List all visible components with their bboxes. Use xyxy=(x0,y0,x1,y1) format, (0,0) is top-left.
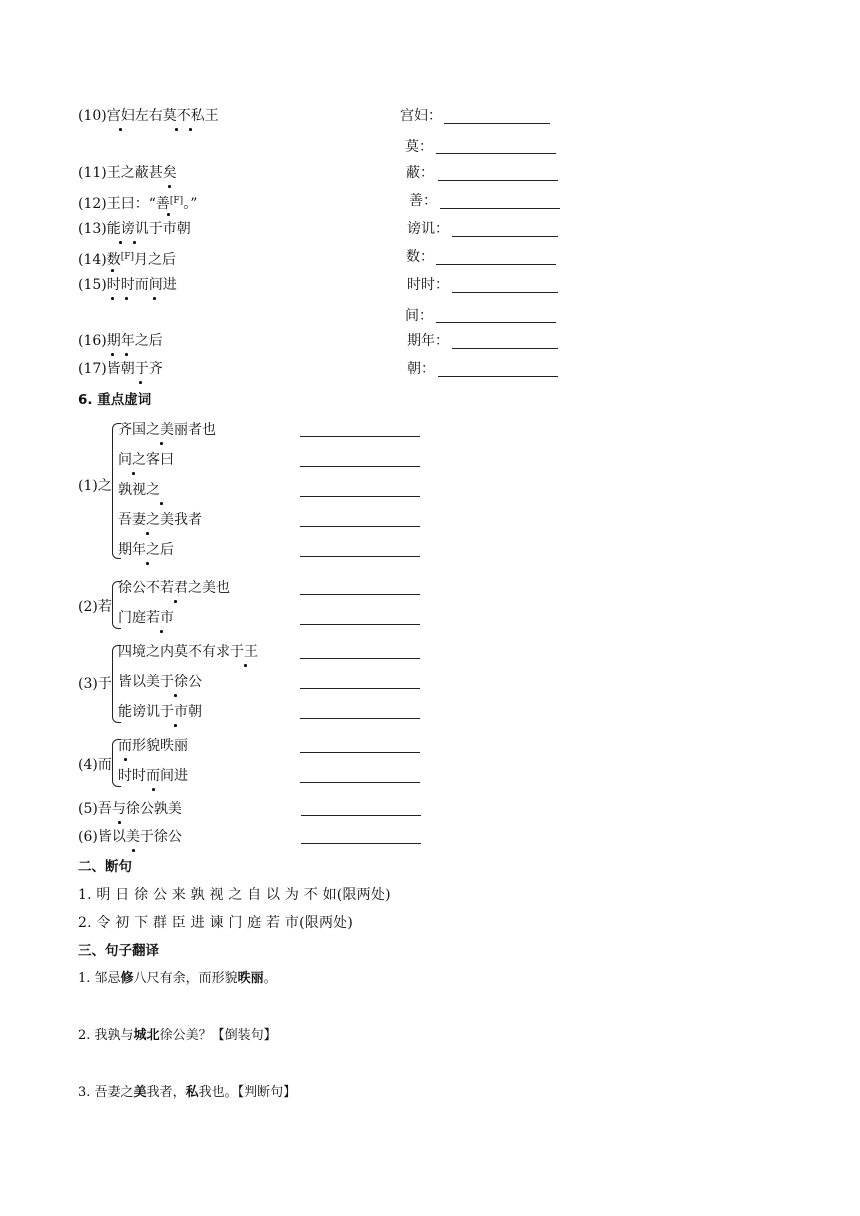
key-word: 修 xyxy=(120,971,134,986)
answer-blank[interactable] xyxy=(436,264,556,265)
word-item xyxy=(78,164,177,182)
sentence-part: 八尺有余，而形貌 xyxy=(133,971,238,986)
emphasis-dot xyxy=(111,353,114,356)
group-label: (1)之 xyxy=(78,478,112,494)
item-number: (17) xyxy=(78,361,107,377)
emphasis-dot xyxy=(125,297,128,300)
emphasis-dot xyxy=(119,241,122,244)
answer-blank[interactable] xyxy=(444,123,550,124)
emphasis-dot xyxy=(189,128,192,131)
sentence-part: 1. 邹忌 xyxy=(78,971,121,986)
term-label: 间： xyxy=(405,308,433,324)
group-label: (2)若 xyxy=(78,599,112,615)
emphasis-dot xyxy=(119,128,122,131)
term-label: 朝： xyxy=(407,361,435,377)
answer-blank[interactable] xyxy=(300,624,420,625)
example-sentence: 而形貌昳丽 xyxy=(118,738,188,754)
example-sentence: 门庭若市 xyxy=(118,610,174,626)
item-number: (14) xyxy=(78,252,107,268)
term-label: 数： xyxy=(406,249,434,265)
answer-blank[interactable] xyxy=(300,466,420,467)
emphasis-dot xyxy=(139,381,142,384)
sentence-part: 2. 我孰与 xyxy=(78,1028,134,1043)
word-item xyxy=(78,220,191,238)
emphasis-dot xyxy=(153,297,156,300)
emphasis-dot xyxy=(160,630,163,633)
answer-blank[interactable] xyxy=(301,815,421,816)
emphasis-dot xyxy=(124,758,127,761)
term-label: 宫妇： xyxy=(400,108,442,124)
emphasis-dot xyxy=(167,213,170,216)
example-sentence: 问之客曰 xyxy=(118,452,174,468)
emphasis-dot xyxy=(174,600,177,603)
sentence-part: 3. 吾妻之 xyxy=(78,1085,134,1100)
emphasis-dot xyxy=(175,128,178,131)
word-item xyxy=(78,192,197,213)
emphasis-dot xyxy=(132,472,135,475)
answer-blank[interactable] xyxy=(436,322,556,323)
example-sentence: (6)皆以美于徐公 xyxy=(78,829,182,845)
emphasis-dot xyxy=(146,562,149,565)
term-label: 期年： xyxy=(407,333,449,349)
answer-blank[interactable] xyxy=(438,180,558,181)
item-sentence: 期年之后 xyxy=(106,333,163,349)
emphasis-dot xyxy=(160,442,163,445)
emphasis-dot xyxy=(133,241,136,244)
emphasis-dot xyxy=(125,353,128,356)
item-number: (15) xyxy=(78,277,107,293)
item-sentence: 王曰：“善 xyxy=(106,196,170,212)
item-sentence: 能谤讥于市朝 xyxy=(106,221,191,237)
emphasis-dot xyxy=(111,297,114,300)
key-word: 城北 xyxy=(133,1028,160,1043)
answer-blank[interactable] xyxy=(300,782,420,783)
key-word: 美 xyxy=(133,1085,147,1100)
emphasis-dot xyxy=(174,724,177,727)
part-heading: 二、断句 xyxy=(78,859,132,875)
example-sentence: 吾妻之美我者 xyxy=(118,512,202,528)
word-item xyxy=(78,332,163,350)
answer-blank[interactable] xyxy=(300,436,420,437)
translation-item xyxy=(78,1084,296,1102)
term-label: 善： xyxy=(409,193,437,209)
item-sentence-end: 。” xyxy=(183,196,198,212)
group-label: (3)于 xyxy=(78,676,112,692)
translation-item xyxy=(78,970,277,988)
word-item xyxy=(78,107,219,125)
item-sentence: 王之蔽甚矣 xyxy=(106,165,177,181)
example-sentence: 皆以美于徐公 xyxy=(118,674,202,690)
item-sentence: 皆朝于齐 xyxy=(106,361,163,377)
sentence-part: 徐公美？【倒装句】 xyxy=(159,1028,277,1043)
emphasis-dot xyxy=(160,502,163,505)
term-label: 谤讥： xyxy=(407,221,449,237)
example-sentence: 齐国之美丽者也 xyxy=(118,422,216,438)
punctuation-item: 1. 明 日 徐 公 来 孰 视 之 自 以 为 不 如(限两处) xyxy=(78,887,391,903)
emphasis-dot xyxy=(168,185,171,188)
answer-blank[interactable] xyxy=(436,153,556,154)
sentence-part: 我也。【判断句】 xyxy=(198,1085,297,1100)
emphasis-dot xyxy=(174,694,177,697)
answer-blank[interactable] xyxy=(452,236,558,237)
item-number: (10) xyxy=(78,108,107,124)
example-sentence: 时时而间进 xyxy=(118,768,188,784)
footnote-mark: [F] xyxy=(120,252,135,262)
punctuation-item: 2. 令 初 下 群 臣 进 谏 门 庭 若 市(限两处) xyxy=(78,915,354,931)
answer-blank[interactable] xyxy=(452,348,558,349)
answer-blank[interactable] xyxy=(438,376,558,377)
answer-blank[interactable] xyxy=(300,556,420,557)
sentence-part: 。 xyxy=(263,971,277,986)
answer-blank[interactable] xyxy=(300,688,420,689)
word-item xyxy=(78,248,176,269)
emphasis-dot xyxy=(146,532,149,535)
answer-blank[interactable] xyxy=(300,658,420,659)
example-sentence: 孰视之 xyxy=(118,482,160,498)
emphasis-dot xyxy=(132,849,135,852)
answer-blank[interactable] xyxy=(452,292,558,293)
term-label: 时时： xyxy=(407,277,449,293)
example-sentence: 能谤讥于市朝 xyxy=(118,704,202,720)
answer-blank[interactable] xyxy=(440,208,560,209)
answer-blank[interactable] xyxy=(300,594,420,595)
term-label: 蔽： xyxy=(406,165,434,181)
item-sentence: 宫妇左右莫不私王 xyxy=(106,108,219,124)
group-label: (4)而 xyxy=(78,757,112,773)
example-sentence: (5)吾与徐公孰美 xyxy=(78,801,182,817)
emphasis-dot xyxy=(244,664,247,667)
answer-blank[interactable] xyxy=(300,752,420,753)
answer-blank[interactable] xyxy=(300,496,420,497)
key-word: 昳丽 xyxy=(237,971,264,986)
answer-blank[interactable] xyxy=(301,843,421,844)
item-sentence: 时时而间进 xyxy=(106,277,177,293)
emphasis-dot xyxy=(111,269,114,272)
item-number: (11) xyxy=(78,165,107,181)
example-sentence: 徐公不若君之美也 xyxy=(118,580,230,596)
word-item xyxy=(78,276,177,294)
word-item xyxy=(78,360,163,378)
emphasis-dot xyxy=(152,788,155,791)
example-sentence: 四境之内莫不有求于王 xyxy=(118,644,258,660)
answer-blank[interactable] xyxy=(300,526,420,527)
footnote-mark: [F] xyxy=(169,196,184,206)
translation-item xyxy=(78,1027,277,1045)
section-heading: 6. 重点虚词 xyxy=(78,392,152,408)
item-sentence-end: 月之后 xyxy=(134,252,177,268)
item-sentence: 数 xyxy=(106,252,121,268)
emphasis-dot xyxy=(118,821,121,824)
item-number: (16) xyxy=(78,333,107,349)
example-sentence: 期年之后 xyxy=(118,542,174,558)
sentence-part: 我者， xyxy=(146,1085,186,1100)
key-word: 私 xyxy=(185,1085,199,1100)
item-number: (12) xyxy=(78,196,107,212)
answer-blank[interactable] xyxy=(300,718,420,719)
item-number: (13) xyxy=(78,221,107,237)
term-label: 莫： xyxy=(405,139,433,155)
part-heading: 三、句子翻译 xyxy=(78,943,159,959)
